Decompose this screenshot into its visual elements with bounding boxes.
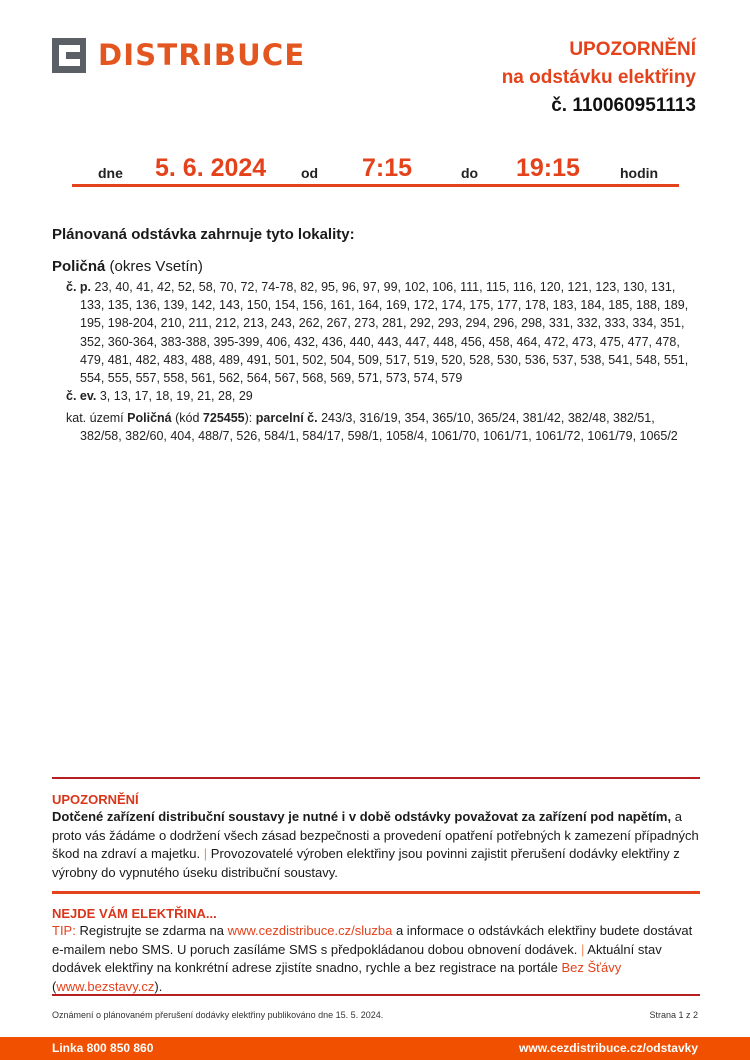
divider <box>52 994 700 996</box>
house-numbers-line: 554, 555, 557, 558, 561, 562, 564, 567, 568, 569, 571, 573, 574, 579 <box>80 371 463 386</box>
warning-title: UPOZORNĚNÍ <box>52 792 139 807</box>
kat-code: 725455 <box>202 411 245 425</box>
separator: | <box>581 941 585 957</box>
parcel-label: parcelní č. <box>255 411 318 425</box>
house-numbers-list <box>66 278 706 387</box>
portal-name: Bez Šťávy <box>561 960 622 975</box>
house-numbers-line: 479, 481, 482, 483, 488, 489, 491, 501, 502, 504, 509, 517, 519, 520, 528, 530, 536, 537, 538, 541, 548, 551, <box>80 352 689 367</box>
warning-text: Dotčené zařízení distribuční soustavy je nutné i v době odstávky považovat za zařízení pod napětím, a proto vás žádáme o dodržení všech zásad bezpečnosti a provedení opatření potřebných k zamezení případných škod na zdraví a majetku. | Provozovatelé výroben elektřiny jsou povinni zajistit přerušení dodávky elektřiny z výrobny do vypnutého úseku distribuční soustavy. <box>52 809 699 880</box>
locality-title <box>52 258 203 275</box>
page-number: Strana 1 z 2 <box>649 1010 698 1020</box>
cadastral-parcels <box>66 409 706 445</box>
bezstavy-link[interactable]: www.bezstavy.cz <box>56 978 155 994</box>
cez-e-logo-icon <box>52 38 86 73</box>
cp-label: č. p. <box>66 280 92 294</box>
from-label: od <box>301 165 319 181</box>
separator: | <box>203 846 208 861</box>
published-note: Oznámení o plánovaném přerušení dodávky elektřiny publikováno dne 15. 5. 2024. <box>52 1010 384 1020</box>
schedule-row <box>72 150 679 187</box>
logo-text: DISTRIBUCE <box>98 38 306 72</box>
hours-label: hodin <box>620 165 659 181</box>
cev-values: 3, 13, 17, 18, 19, 21, 28, 29 <box>99 389 253 403</box>
cev-label: č. ev. <box>66 389 97 403</box>
notice-subtitle: na odstávku elektřiny <box>501 67 696 88</box>
day-label: dne <box>98 165 123 181</box>
notice-number: č. 110060951113 <box>551 95 696 116</box>
to-label: do <box>461 165 479 181</box>
service-link[interactable]: www.cezdistribuce.cz/sluzba <box>227 923 393 938</box>
notice-title: UPOZORNĚNÍ <box>569 39 696 60</box>
hotline: Linka 800 850 860 <box>52 1041 154 1055</box>
registration-numbers <box>66 387 706 405</box>
tip-title: NEJDE VÁM ELEKTŘINA... <box>52 906 217 921</box>
kat-line: kat. území Poličná (kód 725455): parcelní č. 243/3, 316/19, 354, 365/10, 365/24, 381/42, 382/48, 382/51, <box>66 411 655 425</box>
house-numbers-line: 195, 198-204, 210, 211, 212, 213, 243, 262, 267, 273, 281, 292, 293, 294, 296, 298, 331, 332, 333, 334, 351, <box>80 316 685 331</box>
notice-heading <box>502 36 696 120</box>
from-time: 7:15 <box>362 154 413 182</box>
locality-name: Poličná <box>52 258 106 275</box>
to-time: 19:15 <box>516 154 580 182</box>
parcel-values-cont: 382/58, 382/60, 404, 488/7, 526, 584/1, 584/17, 598/1, 1058/4, 1061/70, 1061/71, 1061/72, 1061/79, 1065/2 <box>80 429 678 444</box>
house-numbers-line: 352, 360-364, 383-388, 395-399, 406, 432, 436, 440, 443, 447, 448, 456, 458, 464, 472, 473, 475, 477, 478, <box>80 334 680 349</box>
divider <box>52 891 700 894</box>
locality-district: (okres Vsetín) <box>109 258 203 275</box>
house-numbers-line: 133, 135, 136, 139, 142, 143, 150, 154, 156, 161, 164, 169, 172, 174, 175, 177, 178, 183, 184, 185, 188, 189, <box>80 298 689 313</box>
kat-name: Poličná <box>127 411 172 425</box>
outage-date: 5. 6. 2024 <box>155 154 267 182</box>
parcel-values: 243/3, 316/19, 354, 365/10, 365/24, 381/42, 382/48, 382/51, <box>321 411 655 425</box>
localities-intro: Plánovaná odstávka zahrnuje tyto lokality: <box>52 226 355 243</box>
divider <box>52 777 700 779</box>
logo-icon <box>52 38 86 73</box>
house-numbers-line: č. p. 23, 40, 41, 42, 52, 58, 70, 72, 74-78, 82, 95, 96, 97, 99, 102, 106, 111, 115, 116, 120, 121, 123, 130, 131, <box>66 280 676 294</box>
tip-text: TIP: Registrujte se zdarma na www.cezdistribuce.cz/sluzba a informace o odstávkách elektřiny budete dostávat e-mailem nebo SMS. U poruch zasíláme SMS s předpokládanou dobou obnovení dodávek. | Aktuální stav dodávek elektřiny na konkrétní adrese zjistíte snadno, rychle a bez registrace na portále Bez Šťávy (www.bezstavy.cz). <box>52 923 693 994</box>
website-link[interactable]: www.cezdistribuce.cz/odstavky <box>519 1041 698 1055</box>
tip-label: TIP: <box>52 923 76 938</box>
